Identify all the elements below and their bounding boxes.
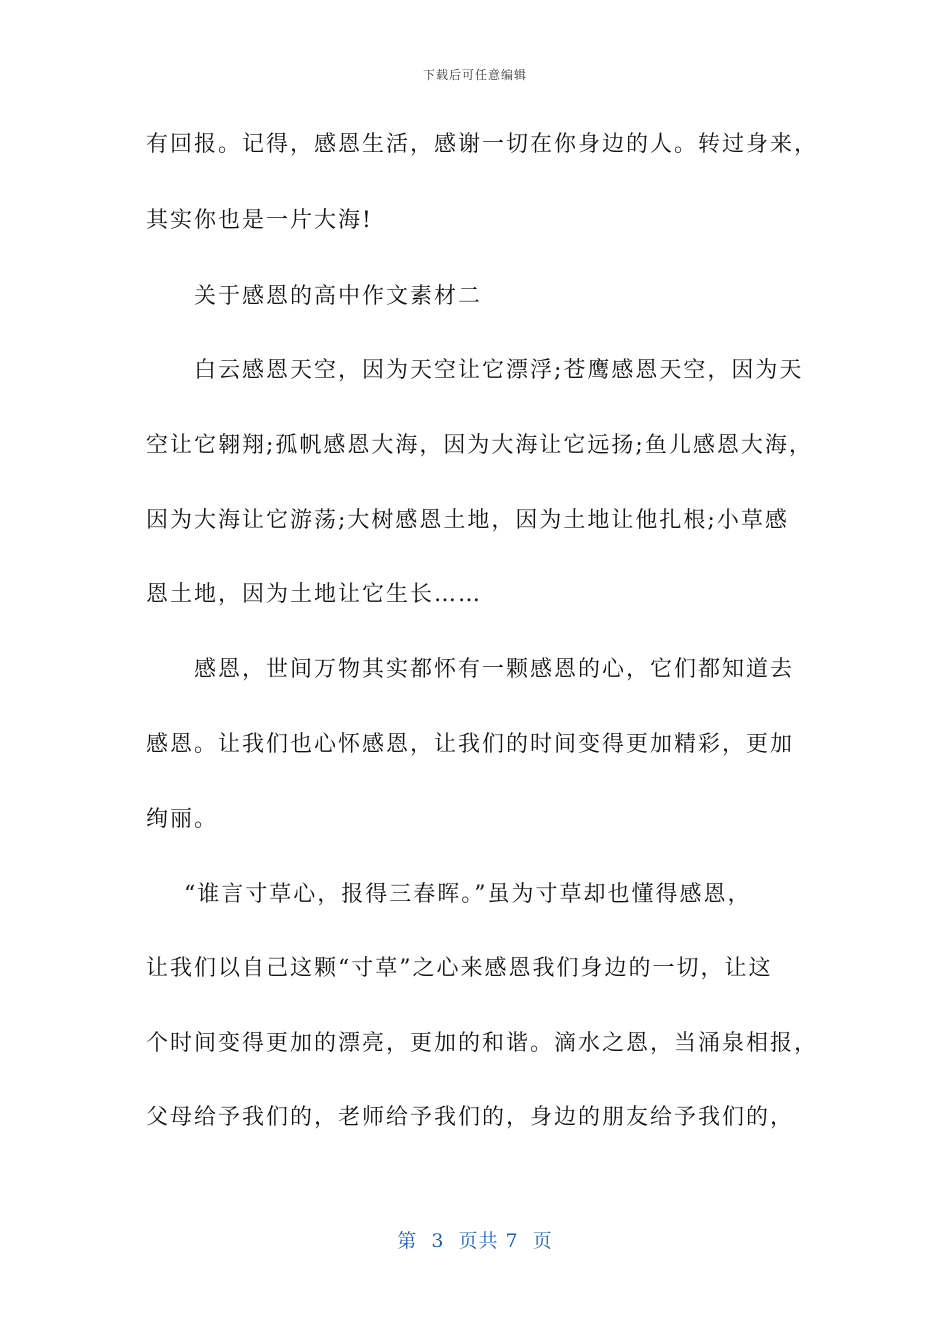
body-line: 因为大海让它游荡;大树感恩土地，因为土地让他扎根;小草感: [146, 508, 789, 533]
page-number: 第 3 页共 7 页: [397, 1230, 553, 1252]
section-heading: 关于感恩的高中作文素材二: [194, 284, 483, 309]
body-line: 空让它翱翔;孤帆感恩大海，因为大海让它远扬;鱼儿感恩大海，: [146, 433, 813, 458]
body-line: 父母给予我们的，老师给予我们的，身边的朋友给予我们的，: [146, 1105, 795, 1130]
body-line: 有回报。记得，感恩生活，感谢一切在你身边的人。转过身来，: [146, 132, 819, 157]
header-note: 下载后可任意编辑: [422, 68, 527, 82]
body-line: 白云感恩天空，因为天空让它漂浮;苍鹰感恩天空，因为天: [194, 358, 804, 383]
body-line: 绚丽。: [146, 807, 219, 832]
body-line: 感恩。让我们也心怀感恩，让我们的时间变得更加精彩，更加: [146, 732, 795, 757]
body-line: 其实你也是一片大海!: [146, 208, 373, 233]
body-line: “谁言寸草心，报得三春晖。”虽为寸草却也懂得感恩，: [184, 882, 752, 907]
body-line: 感恩，世间万物其实都怀有一颗感恩的心，它们都知道去: [194, 657, 795, 682]
body-line: 让我们以自己这颗“寸草”之心来感恩我们身边的一切，让这: [146, 956, 773, 981]
body-line: 恩土地，因为土地让它生长……: [146, 582, 483, 607]
body-line: 个时间变得更加的漂亮，更加的和谐。滴水之恩，当涌泉相报，: [146, 1031, 819, 1056]
